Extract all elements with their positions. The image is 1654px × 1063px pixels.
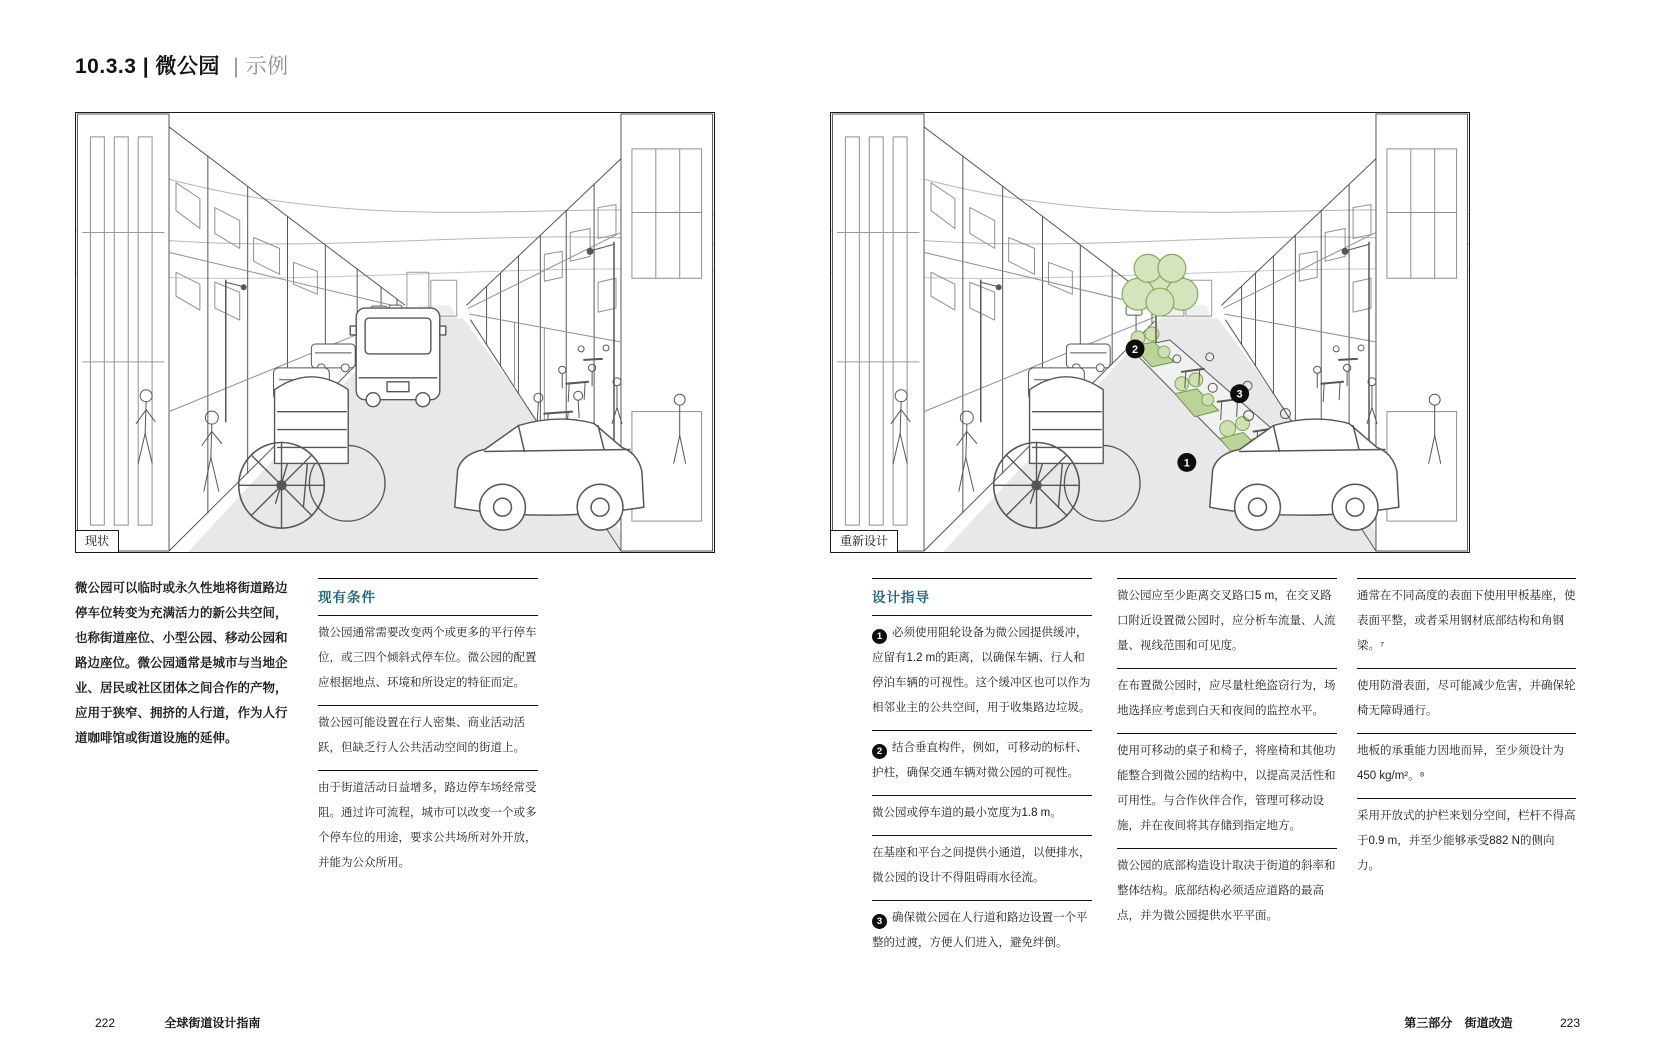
page-title-number: 10.3.3 | 微公园 — [75, 55, 220, 78]
street-scene-existing-drawing — [76, 113, 714, 552]
guidance-text: 必须使用阻轮设备为微公园提供缓冲，应留有1.2 m的距离，以确保车辆、行人和停泊车辆的可视性。这个缓冲区也可以作为相邻业主的公共空间，用于收集路边垃圾。 — [872, 627, 1091, 714]
illustration-redesign — [830, 112, 1470, 553]
guidance-paragraph: 微公园应至少距离交叉路口5 m，在交叉路口附近设置微公园时，应分析车流量、人流量、视线范围和可见度。 — [1117, 578, 1337, 668]
callout-1: 1 — [1183, 457, 1190, 470]
page-number-left: 222 — [95, 1016, 116, 1030]
guidance-paragraph: 使用防滑表面，尽可能减少危害，并确保轮椅无障碍通行。 — [1357, 668, 1576, 733]
callout-2: 2 — [1132, 343, 1139, 356]
guidance-text: 确保微公园在人行道和路边设置一个平整的过渡，方便人们进入，避免绊倒。 — [872, 912, 1088, 949]
guidance-paragraph: 通常在不同高度的表面下使用甲板基座，使表面平整，或者采用钢材底部结构和角钢梁。⁷ — [1357, 578, 1576, 668]
section-heading-existing-conditions: 现有条件 — [318, 578, 538, 615]
guidance-item: 微公园或停车道的最小宽度为1.8 m。 — [872, 795, 1092, 835]
item-badge-2: 2 — [872, 744, 887, 759]
item-badge-3: 3 — [872, 914, 887, 929]
section-label: 第三部分 — [1404, 1016, 1453, 1030]
guidance-item — [872, 900, 1092, 956]
paragraph: 由于街道活动日益增多，路边停车场经常受阻。通过许可流程，城市可以改变一个或多个停车位的用途，要求公共场所对外开放，并能为公众所用。 — [318, 770, 538, 876]
book-title: 全球街道设计指南 — [164, 1016, 261, 1030]
cafe-seating — [1314, 345, 1377, 424]
item-badge-1: 1 — [872, 629, 887, 644]
illustration-existing-conditions — [75, 112, 715, 553]
design-guidance-column-1 — [872, 578, 1092, 956]
design-guidance-column-3 — [1357, 578, 1576, 879]
guidance-paragraph: 采用开放式的护栏来划分空间，栏杆不得高于0.9 m，并至少能够承受882 N的侧向力。 — [1357, 798, 1576, 879]
street-scene-redesign-drawing — [831, 113, 1469, 552]
van — [350, 308, 446, 407]
page-title — [75, 50, 289, 80]
page-title-subtitle: | 示例 — [233, 55, 289, 78]
section-title: 街道改造 — [1464, 1016, 1513, 1030]
section-heading-design-guidance: 设计指导 — [872, 578, 1092, 615]
paragraph: 微公园通常需要改变两个或更多的平行停车位，或三四个倾斜式停车位。微公园的配置应根据地点、环境和所设定的特征而定。 — [318, 615, 538, 705]
footer-right — [1404, 1014, 1580, 1031]
paragraph: 微公园可能设置在行人密集、商业活动活跃，但缺乏行人公共活动空间的街道上。 — [318, 705, 538, 770]
footer-left — [95, 1014, 260, 1031]
guidance-item: 在基座和平台之间提供小通道，以便排水，微公园的设计不得阻碍雨水径流。 — [872, 835, 1092, 900]
callout-3: 3 — [1236, 388, 1243, 401]
guidance-paragraph: 在布置微公园时，应尽量杜绝盗窃行为，场地选择应考虑到白天和夜间的监控水平。 — [1117, 668, 1337, 733]
guidance-text: 结合垂直构件，例如，可移动的标杆、护柱，确保交通车辆对微公园的可视性。 — [872, 742, 1088, 779]
intro-column — [75, 576, 291, 751]
guidance-paragraph: 使用可移动的桌子和椅子，将座椅和其他功能整合到微公园的结构中，以提高灵活性和可用性。与合作伙伴合作，管理可移动设施，并在夜间将其存储到指定地方。 — [1117, 733, 1337, 848]
image-label-existing: 现状 — [75, 530, 119, 553]
intro-paragraph: 微公园可以临时或永久性地将街道路边停车位转变为充满活力的新公共空间，也称街道座位、小型公园、移动公园和路边座位。微公园通常是城市与当地企业、居民或社区团体之间合作的产物，应用于狭窄、拥挤的人行道，作为人行道咖啡馆或街道设施的延伸。 — [75, 581, 288, 745]
design-guidance-column-2 — [1117, 578, 1337, 929]
page-number-right: 223 — [1559, 1016, 1580, 1030]
guidance-item — [872, 730, 1092, 795]
guidance-paragraph: 微公园的底部构造设计取决于街道的斜率和整体结构。底部结构必须适应道路的最高点，并为微公园提供水平平面。 — [1117, 848, 1337, 929]
image-label-redesign: 重新设计 — [830, 530, 898, 553]
guidance-paragraph: 地板的承重能力因地而异，至少须设计为450 kg/m²。⁸ — [1357, 733, 1576, 798]
guidance-item — [872, 615, 1092, 730]
existing-conditions-column — [318, 578, 538, 876]
